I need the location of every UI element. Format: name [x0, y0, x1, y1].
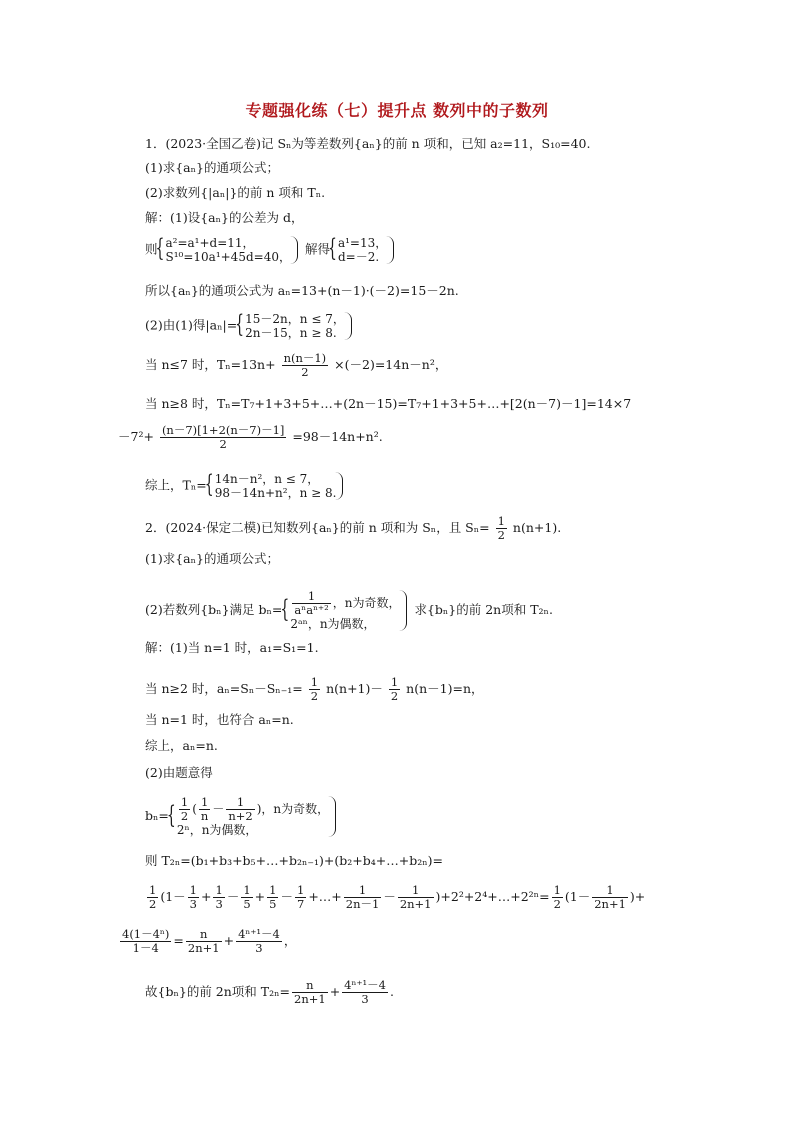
fraction-denominator: aⁿaⁿ⁺²: [294, 603, 329, 617]
q2-bn-row1-tail: ，n为奇数，: [332, 596, 401, 610]
one-fifth: [241, 884, 252, 911]
fraction-denominator: 5: [269, 897, 277, 911]
q2-bn-system: [286, 590, 410, 631]
page-title: 专题强化练（七）提升点 数列中的子数列: [245, 101, 549, 120]
q2-part2: [145, 590, 553, 631]
plus-sign: +: [223, 933, 235, 948]
plus-sign: +: [254, 889, 266, 904]
fraction-denominator: 3: [189, 897, 197, 911]
one-over-2n-plus-1: [398, 884, 434, 911]
n-over-2n-plus-1: [186, 928, 222, 955]
paren-open: (: [192, 802, 197, 816]
one-third: [188, 884, 199, 911]
fraction-denominator: 2: [310, 689, 319, 703]
q2-part2-b: 求{bₙ}的前 2n项和 T₂ₙ.: [414, 602, 553, 617]
q2-s2-b: n(n+1)－: [326, 681, 383, 696]
q2-solution-line1: 解：(1)当 n=1 时，a₁=S₁=1.: [145, 640, 319, 655]
fraction-denominator: 1－4: [132, 941, 159, 955]
fraction-denominator: 2n+1: [187, 941, 220, 955]
q2-bn-derived-label: bₙ=: [145, 808, 169, 823]
one-over-2n-plus-1: [592, 884, 628, 911]
q1-system-row1: { a²=a¹+d=11，: [165, 236, 255, 250]
q2-solution-line4: 综上，aₙ=n.: [145, 738, 218, 753]
q1-solve-label: 解得: [304, 241, 330, 257]
q2-bn-derived-system: [173, 796, 339, 837]
fraction-denominator: 2: [180, 809, 189, 823]
q2-solution-line3: 当 n=1 时，也符合 aₙ=n.: [145, 712, 294, 727]
q1-case-ge8: 当 n≥8 时，Tₙ=T₇+1+3+5+…+(2n－15)=T₇+1+3+5+…+[2(n－7)－1]=14×7: [145, 396, 632, 411]
term-close: )+: [629, 889, 646, 904]
fraction-denominator: 5: [243, 897, 251, 911]
q2-stem-b: n(n+1).: [512, 520, 562, 535]
period: .: [389, 984, 394, 999]
q2-conclusion: [145, 979, 394, 1006]
q2-solution-line2: [145, 676, 484, 703]
minus-sign: －: [383, 889, 396, 904]
q1-abs-system: [241, 312, 355, 340]
half-fraction: [179, 796, 190, 823]
q1-case-ge8-cont-b: =98－14n+n².: [292, 429, 383, 444]
q2-sum-split: 则 T₂ₙ=(b₁+b₃+b₅+…+b₂ₙ₋₁)+(b₂+b₄+…+b₂ₙ)=: [145, 853, 443, 868]
q1-summary-system: [211, 472, 347, 500]
fraction-numerator: 1: [149, 883, 157, 897]
q2-s2-fraction1: [309, 676, 320, 703]
fraction-denominator: 3: [215, 897, 223, 911]
fraction-denominator: 3: [255, 941, 263, 955]
q1-equation-system: [162, 236, 301, 264]
fraction-numerator: n(n－1): [283, 351, 327, 365]
q1-solution-system: [334, 236, 397, 264]
q1-abs-row1: { 15－2n，n ≤ 7，: [245, 312, 345, 326]
fraction-denominator: 2: [219, 437, 227, 451]
fraction-numerator: 1: [592, 884, 628, 898]
q1-system-line: [145, 236, 397, 264]
fraction-numerator: { 1: [292, 590, 330, 604]
q1-case-ge8-cont: [118, 424, 383, 451]
fraction-numerator: 1: [497, 514, 505, 528]
one-fifth: [267, 884, 278, 911]
fraction-numerator: 1: [243, 883, 251, 897]
q2-bn-derived-row1: [177, 796, 329, 823]
term-open: (1－: [160, 889, 186, 904]
n-over-2n-plus-1: [292, 979, 328, 1006]
q1-case-le7-fraction: [282, 352, 329, 379]
fraction-numerator: 1: [199, 796, 210, 810]
fraction-numerator: 1: [390, 675, 399, 689]
fraction-denominator: 2n－1: [345, 897, 380, 911]
fraction-denominator: 2: [497, 528, 505, 542]
fraction-denominator: 3: [361, 992, 369, 1006]
q2-bn-row1: [290, 590, 400, 617]
power-fraction: [236, 928, 282, 955]
q1-general-term: 所以{aₙ}的通项公式为 aₙ=13+(n－1)·(－2)=15－2n.: [145, 283, 459, 298]
fraction-numerator: 1: [296, 883, 305, 897]
q1-summary-label: 综上，Tₙ=: [145, 477, 207, 493]
q1-abs-label: (2)由(1)得|aₙ|=: [145, 317, 238, 333]
one-seventh: [295, 884, 306, 911]
q1-part1: (1)求{aₙ}的通项公式；: [145, 160, 279, 175]
fraction-numerator: (n－7)[1+2(n－7)－1]: [161, 423, 285, 437]
q2-bn-row1-fraction: [292, 590, 330, 617]
q2-bn-derived-row1-tail: )，n为奇数，: [256, 802, 330, 816]
one-over-n-plus-2: [226, 796, 254, 823]
q2-stem-a: 2．(2024·保定二模)已知数列{aₙ}的前 n 项和为 Sₙ，且 Sₙ=: [145, 520, 490, 535]
geometric-sum-fraction: [120, 928, 171, 955]
fraction-numerator: 1: [215, 883, 223, 897]
q2-bn-derived-row2: 2ⁿ，n为偶数，: [176, 823, 258, 837]
q1-summary-row2: 98－14n+n²，n ≥ 8.: [214, 486, 337, 500]
fraction-numerator: 4ⁿ⁺¹－4: [238, 927, 280, 941]
term-open: (1－: [564, 889, 591, 904]
q2-bn-row2: 2ᵃⁿ，n为偶数，: [290, 617, 376, 631]
fraction-denominator: 2: [301, 365, 309, 379]
q2-conclusion-label: 故{bₙ}的前 2n项和 T₂ₙ=: [145, 984, 290, 999]
q1-system-row2: S¹⁰=10a¹+45d=40，: [165, 250, 291, 264]
half-fraction: [552, 884, 563, 911]
ellipsis-plus: +…+: [308, 889, 342, 904]
q1-case-ge8-fraction: [160, 424, 286, 451]
q2-result-line: [118, 928, 296, 955]
q2-part2-a: (2)若数列{bₙ}满足 bₙ=: [145, 602, 283, 617]
one-over-n: [199, 796, 210, 823]
q1-then-label: 则: [145, 241, 158, 257]
q1-solution-line1: 解：(1)设{aₙ}的公差为 d，: [145, 210, 304, 225]
q1-case-le7: [145, 352, 447, 379]
fraction-denominator: 2: [390, 689, 399, 703]
q2-stem: [145, 515, 561, 542]
one-third: [213, 884, 224, 911]
fraction-denominator: 2: [149, 897, 157, 911]
q2-s2-a: 当 n≥2 时，aₙ=Sₙ－Sₙ₋₁=: [145, 681, 303, 696]
q1-stem: 1．(2023·全国乙卷)记 Sₙ为等差数列{aₙ}的前 n 项和，已知 a₂=11，S₁₀=40.: [145, 136, 591, 151]
fraction-denominator: 2n+1: [594, 897, 626, 911]
fraction-numerator: 1: [344, 884, 382, 898]
plus-sign: +: [201, 889, 212, 904]
fraction-numerator: { 1: [180, 795, 189, 809]
fraction-denominator: 2: [553, 897, 561, 911]
fraction-denominator: 2n+1: [399, 897, 432, 911]
equals-sign: =: [173, 933, 184, 948]
geometric-part: )+2²+2⁴+…+2²ⁿ=: [435, 889, 550, 904]
q1-solution-row1: { a¹=13，: [337, 236, 388, 250]
q1-abs-line: [145, 312, 355, 340]
q2-bn-derived: [145, 796, 339, 837]
fraction-numerator: 1: [269, 883, 277, 897]
fraction-denominator: 7: [296, 897, 305, 911]
fraction-denominator: 2n+1: [294, 992, 326, 1006]
fraction-denominator: n+2: [228, 809, 253, 823]
fraction-numerator: 1: [553, 883, 561, 897]
fraction-numerator: 1: [189, 883, 197, 897]
q2-s2-fraction2: [389, 676, 400, 703]
one-over-2n-minus-1: [344, 884, 382, 911]
q1-case-ge8-cont-a: －7²+: [118, 429, 154, 444]
q1-part2: (2)求数列{|aₙ|}的前 n 项和 Tₙ.: [145, 185, 326, 200]
fraction-denominator: n: [200, 809, 209, 823]
fraction-numerator: n: [292, 979, 328, 993]
plus-sign: +: [329, 984, 341, 999]
half-fraction: [147, 884, 158, 911]
fraction-numerator: 1: [310, 675, 319, 689]
fraction-numerator: 1: [398, 884, 434, 898]
q1-summary-row1: { 14n－n²，n ≤ 7，: [214, 472, 320, 486]
fraction-numerator: 1: [226, 796, 254, 810]
power-fraction: [342, 979, 388, 1006]
q2-stem-fraction: [496, 515, 507, 542]
q1-abs-row2: 2n－15，n ≥ 8.: [245, 326, 337, 340]
fraction-numerator: 4ⁿ⁺¹－4: [344, 978, 386, 992]
q2-part1: (1)求{aₙ}的通项公式；: [145, 551, 279, 566]
comma: ，: [283, 933, 297, 948]
q1-case-le7-a: 当 n≤7 时，Tₙ=13n+: [145, 357, 276, 372]
q2-s2-c: n(n－1)=n，: [406, 681, 484, 696]
minus-sign: －: [212, 802, 225, 816]
fraction-numerator: n: [186, 928, 222, 942]
q2-solution-line5: (2)由题意得: [145, 765, 213, 780]
fraction-numerator: 4(1－4ⁿ): [122, 927, 170, 941]
minus-sign: －: [280, 889, 293, 904]
q1-case-le7-b: ×(－2)=14n－n²，: [334, 357, 448, 372]
q2-telescoping: [145, 884, 645, 911]
minus-sign: －: [226, 889, 240, 904]
q1-summary: [145, 472, 346, 500]
q1-solution-row2: d=－2.: [337, 250, 380, 264]
